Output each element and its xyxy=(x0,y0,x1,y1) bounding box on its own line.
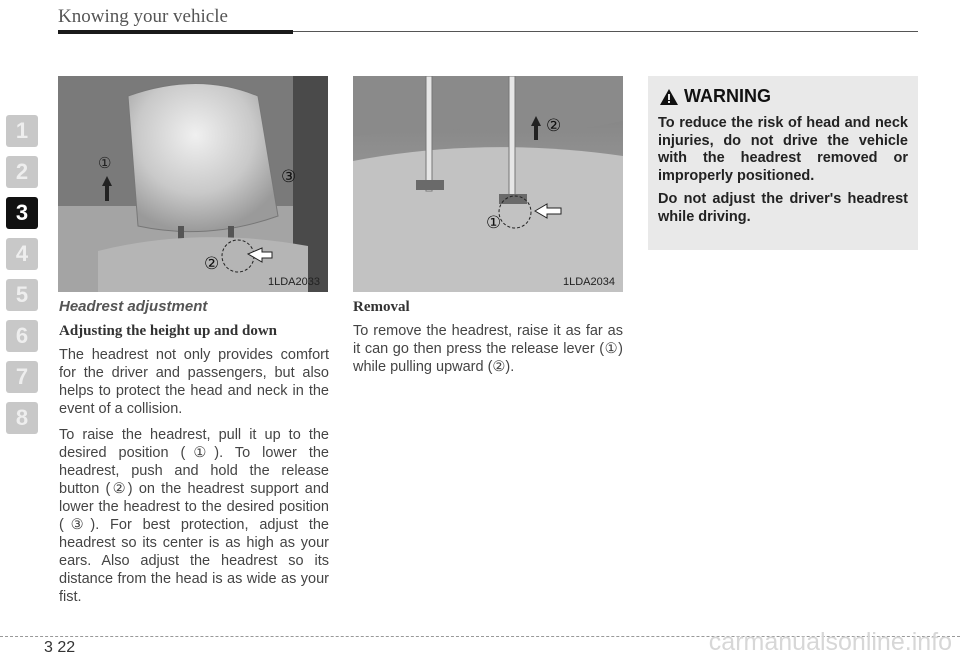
warning-triangle-icon xyxy=(660,89,678,105)
callout-1: ① xyxy=(98,155,112,172)
callout-1: ① xyxy=(486,213,502,232)
header-bar xyxy=(58,30,293,34)
headrest-adjustment-photo xyxy=(58,76,328,292)
paragraph: The headrest not only provides comfort for the driver and passengers, but also helps to protect the head and neck in the event of a collision. xyxy=(59,347,329,417)
header-title: Knowing your vehicle xyxy=(58,6,228,27)
chapter-tab-2[interactable]: 2 xyxy=(6,156,38,188)
warning-title: WARNING xyxy=(684,86,771,106)
warning-paragraph: Do not adjust the driver's headrest while driving. xyxy=(658,191,908,225)
warning-heading xyxy=(660,86,908,107)
callout-2: ② xyxy=(546,116,562,135)
chapter-tab-6[interactable]: 6 xyxy=(6,320,38,352)
warning-box xyxy=(648,76,918,250)
image-code: 1LDA2033 xyxy=(268,276,320,288)
subheading: Removal xyxy=(353,299,410,315)
paragraph: To raise the headrest, pull it up to the desired position (①). To lower the headrest, push and hold the release button (②) on the headrest support and lower the headrest to the desired position (③). For best protection, adjust the headrest so its center is as high as your ears. Also adjust the headrest so its distance from the head is as wide as your fist. xyxy=(59,427,329,605)
left-column-text xyxy=(59,298,329,614)
callout-3: ③ xyxy=(281,167,297,186)
paragraph: To remove the headrest, raise it as far as it can go then press the release lever (①) while pulling upward (②). xyxy=(353,323,623,375)
middle-column-text xyxy=(353,298,623,384)
subheading: Adjusting the height up and down xyxy=(59,323,277,339)
chapter-tab-1[interactable]: 1 xyxy=(6,115,38,147)
chapter-tab-5[interactable]: 5 xyxy=(6,279,38,311)
callout-2: ② xyxy=(204,254,220,273)
chapter-tab-4[interactable]: 4 xyxy=(6,238,38,270)
header-rule xyxy=(293,31,918,32)
headrest-removal-photo xyxy=(353,76,623,292)
chapter-tab-3[interactable]: 3 xyxy=(6,197,38,229)
page-number: 3 22 xyxy=(44,639,76,656)
chapter-tabs xyxy=(6,115,40,443)
section-title: Headrest adjustment xyxy=(59,298,208,315)
image-code: 1LDA2034 xyxy=(563,276,615,288)
warning-paragraph: To reduce the risk of head and neck injuries, do not drive the vehicle with the headrest removed or improperly positioned. xyxy=(658,115,908,184)
watermark: carmanualsonline.info xyxy=(708,628,952,656)
chapter-tab-8[interactable]: 8 xyxy=(6,402,38,434)
chapter-tab-7[interactable]: 7 xyxy=(6,361,38,393)
